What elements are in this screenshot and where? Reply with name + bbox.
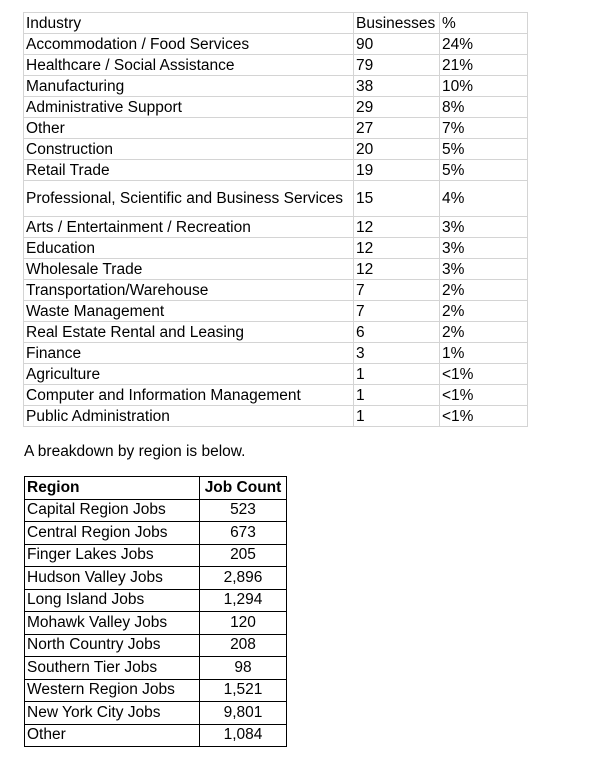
percent-cell: <1% — [440, 385, 528, 406]
businesses-cell: 38 — [354, 76, 440, 97]
percent-cell: 4% — [440, 181, 528, 217]
industry-cell: Healthcare / Social Assistance — [24, 55, 354, 76]
industry-cell: Wholesale Trade — [24, 259, 354, 280]
businesses-cell: 12 — [354, 238, 440, 259]
job-count-cell: 208 — [200, 634, 287, 657]
region-cell: Long Island Jobs — [25, 589, 200, 612]
table-row — [25, 634, 287, 657]
table-row — [24, 97, 528, 118]
percent-cell: 21% — [440, 55, 528, 76]
percent-cell: <1% — [440, 364, 528, 385]
region-cell: New York City Jobs — [25, 702, 200, 725]
percent-cell: 3% — [440, 259, 528, 280]
table-row — [24, 343, 528, 364]
table-row — [25, 679, 287, 702]
table-row — [24, 385, 528, 406]
industry-column-header: Industry — [24, 13, 354, 34]
table-row — [24, 364, 528, 385]
businesses-cell: 15 — [354, 181, 440, 217]
industry-cell: Education — [24, 238, 354, 259]
job-count-cell: 523 — [200, 499, 287, 522]
businesses-cell: 12 — [354, 217, 440, 238]
percent-cell: 1% — [440, 343, 528, 364]
job-count-cell: 98 — [200, 657, 287, 680]
industry-cell: Real Estate Rental and Leasing — [24, 322, 354, 343]
industry-cell: Public Administration — [24, 406, 354, 427]
table-row — [24, 34, 528, 55]
region-cell: Hudson Valley Jobs — [25, 567, 200, 590]
percent-cell: 10% — [440, 76, 528, 97]
region-cell: Finger Lakes Jobs — [25, 544, 200, 567]
region-cell: Southern Tier Jobs — [25, 657, 200, 680]
table-row — [25, 522, 287, 545]
table-row — [25, 724, 287, 747]
industry-table — [23, 12, 528, 427]
industry-cell: Accommodation / Food Services — [24, 34, 354, 55]
businesses-cell: 1 — [354, 364, 440, 385]
table-row — [24, 55, 528, 76]
industry-cell: Other — [24, 118, 354, 139]
businesses-cell: 3 — [354, 343, 440, 364]
table-row — [25, 702, 287, 725]
businesses-cell: 79 — [354, 55, 440, 76]
industry-cell: Manufacturing — [24, 76, 354, 97]
percent-cell: 24% — [440, 34, 528, 55]
table-row — [24, 238, 528, 259]
table-row — [24, 259, 528, 280]
table-row — [24, 406, 528, 427]
job-count-cell: 9,801 — [200, 702, 287, 725]
percent-cell: 3% — [440, 217, 528, 238]
businesses-cell: 7 — [354, 301, 440, 322]
job-count-cell: 120 — [200, 612, 287, 635]
percent-cell: 2% — [440, 280, 528, 301]
businesses-cell: 6 — [354, 322, 440, 343]
businesses-cell: 19 — [354, 160, 440, 181]
region-caption: A breakdown by region is below. — [24, 443, 246, 460]
industry-header-row — [24, 13, 528, 34]
job-count-cell: 1,294 — [200, 589, 287, 612]
table-row — [24, 322, 528, 343]
job-count-cell: 2,896 — [200, 567, 287, 590]
region-cell: Central Region Jobs — [25, 522, 200, 545]
table-row — [24, 76, 528, 97]
percent-cell: 8% — [440, 97, 528, 118]
businesses-cell: 7 — [354, 280, 440, 301]
industry-cell: Computer and Information Management — [24, 385, 354, 406]
industry-cell: Professional, Scientific and Business Services — [24, 181, 354, 217]
industry-cell: Finance — [24, 343, 354, 364]
table-row — [25, 657, 287, 680]
businesses-cell: 20 — [354, 139, 440, 160]
businesses-cell: 29 — [354, 97, 440, 118]
table-row — [24, 301, 528, 322]
job-count-cell: 205 — [200, 544, 287, 567]
region-cell: Other — [25, 724, 200, 747]
percent-cell: 2% — [440, 322, 528, 343]
region-header-row — [25, 477, 287, 500]
table-row — [24, 160, 528, 181]
businesses-cell: 1 — [354, 385, 440, 406]
table-row — [24, 217, 528, 238]
businesses-cell: 12 — [354, 259, 440, 280]
businesses-cell: 1 — [354, 406, 440, 427]
table-row — [24, 280, 528, 301]
industry-cell: Construction — [24, 139, 354, 160]
businesses-cell: 90 — [354, 34, 440, 55]
region-cell: North Country Jobs — [25, 634, 200, 657]
table-row — [24, 139, 528, 160]
table-row — [24, 181, 528, 217]
businesses-column-header: Businesses — [354, 13, 440, 34]
job-count-cell: 1,521 — [200, 679, 287, 702]
table-row — [24, 118, 528, 139]
table-row — [25, 544, 287, 567]
percent-column-header: % — [440, 13, 528, 34]
table-row — [25, 589, 287, 612]
percent-cell: 7% — [440, 118, 528, 139]
region-table — [24, 476, 287, 747]
percent-cell: 5% — [440, 139, 528, 160]
industry-cell: Transportation/Warehouse — [24, 280, 354, 301]
industry-cell: Arts / Entertainment / Recreation — [24, 217, 354, 238]
table-row — [25, 612, 287, 635]
job-count-cell: 673 — [200, 522, 287, 545]
table-row — [25, 567, 287, 590]
percent-cell: 5% — [440, 160, 528, 181]
percent-cell: 2% — [440, 301, 528, 322]
industry-cell: Waste Management — [24, 301, 354, 322]
industry-cell: Agriculture — [24, 364, 354, 385]
region-column-header: Region — [25, 477, 200, 500]
businesses-cell: 27 — [354, 118, 440, 139]
region-cell: Mohawk Valley Jobs — [25, 612, 200, 635]
table-row — [25, 499, 287, 522]
region-cell: Capital Region Jobs — [25, 499, 200, 522]
job-count-cell: 1,084 — [200, 724, 287, 747]
industry-cell: Retail Trade — [24, 160, 354, 181]
percent-cell: 3% — [440, 238, 528, 259]
industry-cell: Administrative Support — [24, 97, 354, 118]
job-count-column-header: Job Count — [200, 477, 287, 500]
region-cell: Western Region Jobs — [25, 679, 200, 702]
percent-cell: <1% — [440, 406, 528, 427]
